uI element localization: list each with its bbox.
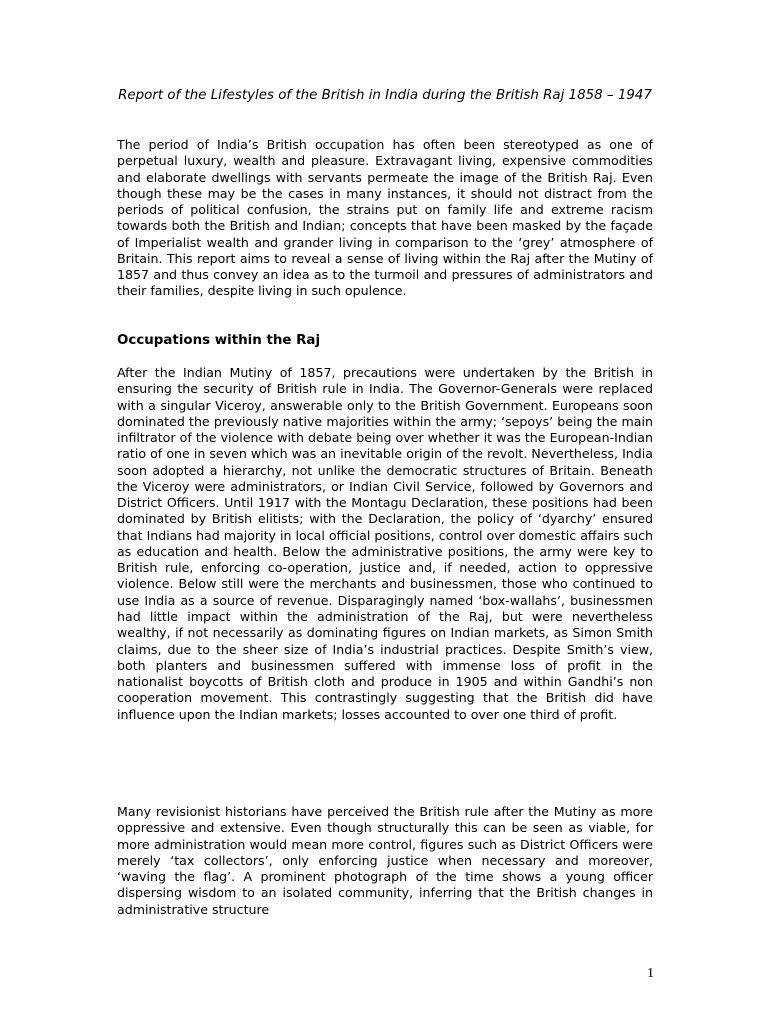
intro-paragraph: The period of India’s British occupation has often been stereotyped as one of perpetual luxury, wealth and pleasure. Extravagant living, expensive commodities and elaborate dwellings with servants permeate the image of the British Raj. Even though these may be the cases in many instances, it should not distract from the periods of political confusion, the strains put on family life and extreme racism towards both the British and Indian; concepts that have been masked by the façade of Imperialist wealth and grander living in comparison to the ‘grey’ atmosphere of Britain. This report aims to reveal a sense of living within the Raj after the Mutiny of 1857 and thus convey an idea as to the turmoil and pressures of administrators and their families, despite living in such opulence. [117, 137, 653, 299]
body-paragraph: After the Indian Mutiny of 1857, precautions were undertaken by the British in ensuring the security of British rule in India. The Governor-Generals were replaced with a singular Viceroy, answerable only to the British Government. Europeans soon dominated the previously native majorities within the army; ‘sepoys’ being the main infiltrator of the violence with debate being over whether it was the European-Indian ratio of one in seven which was an inevitable origin of the revolt. Nevertheless, India soon adopted a hierarchy, not unlike the democratic structures of Britain. Beneath the Viceroy were administrators, or Indian Civil Service, followed by Governors and District Officers. Until 1917 with the Montagu Declaration, these positions had been dominated by British elitists; with the Declaration, the policy of ‘dyarchy’ ensured that Indians had majority in local official positions, control over domestic affairs such as education and health. Below the administrative positions, the army were key to British rule, enforcing co-operation, justice and, if needed, action to oppressive violence. Below still were the merchants and businessmen, those who continued to use India as a source of revenue. Disparagingly named ‘box-wallahs’, businessmen had little impact within the administration of the Raj, but were nevertheless wealthy, if not necessarily as dominating figures on Indian markets, as Simon Smith claims, due to the sheer size of India’s industrial practices. Despite Smith’s view, both planters and businessmen suffered with immense loss of profit in the nationalist boycotts of British cloth and produce in 1905 and within Gandhi’s non cooperation movement. This contrastingly suggesting that the British did have influence upon the Indian markets; losses accounted to over one third of profit. [117, 365, 653, 722]
body-paragraph: Many revisionist historians have perceived the British rule after the Mutiny as more oppressive and extensive. Even though structurally this can be seen as viable, for more administration would mean more control, figures such as District Officers were merely ‘tax collectors’, only enforcing justice when necessary and moreover, ‘waving the flag’. A prominent photograph of the time shows a young officer dispersing wisdom to an isolated community, inferring that the British changes in administrative structure [117, 804, 653, 917]
page-number: 1 [647, 966, 654, 981]
document-title: Report of the Lifestyles of the British in India during the British Raj 1858 – 1947 [118, 88, 652, 103]
section-heading: Occupations within the Raj [117, 333, 321, 348]
